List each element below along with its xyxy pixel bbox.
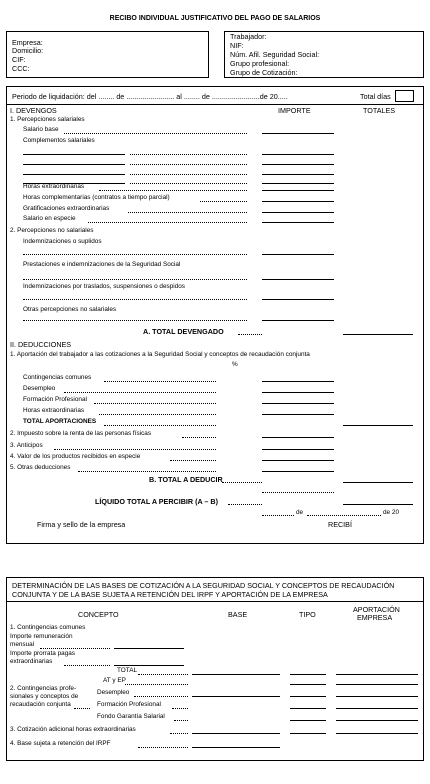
horas-extra-label: Horas extraordinarias: [23, 183, 85, 190]
devengos-heading: I. DEVENGOS: [10, 106, 57, 115]
importe-remuneracion-2: mensual: [10, 641, 35, 648]
anticipos-label: 3. Anticipos: [10, 442, 43, 449]
deducciones-heading: II. DEDUCCIONES: [10, 340, 72, 349]
col-tipo: TIPO: [299, 610, 316, 619]
otras-percepciones-label: Otras percepciones no salariales: [23, 306, 117, 313]
bases-heading-1: DETERMINACIÓN DE LAS BASES DE COTIZACIÓN A LA SEGURIDAD SOCIAL Y CONCEPTOS DE RECAUDACIÓN: [12, 581, 395, 590]
traslados-label: Indemnizaciones por traslados, suspensiones o despidos: [23, 283, 185, 290]
col-aportacion-1: APORTACIÓN: [353, 605, 400, 614]
productos-especie-label: 4. Valor de los productos recibidos en especie: [10, 453, 141, 460]
fecha-de2: de 20: [383, 509, 399, 516]
col-aportacion-2: EMPRESA: [357, 613, 393, 622]
grupo-cotizacion-label: Grupo de Cotización:: [230, 68, 298, 77]
formacion-label: Formación Profesional: [23, 396, 87, 403]
total-deducir-label: B. TOTAL A DEDUCIR: [149, 475, 223, 484]
empresa-label: Empresa:: [12, 38, 43, 47]
liquido-total-label: LÍQUIDO TOTAL A PERCIBIR (A – B): [95, 497, 218, 506]
afiliacion-label: Núm. Afil. Seguridad Social:: [230, 50, 320, 59]
aportacion-trabajador: 1. Aportación del trabajador a las cotizaciones a la Seguridad Social y conceptos de recaudación conjunta: [10, 351, 310, 358]
total-dias-field[interactable]: [395, 90, 414, 102]
desempleo-label: Desempleo: [23, 385, 56, 392]
otras-deducciones-label: 5. Otras deducciones: [10, 464, 71, 471]
percepciones-no-salariales: 2. Percepciones no salariales: [10, 227, 94, 234]
recibi-label: RECIBÍ: [328, 520, 352, 529]
cont-profesionales-1: 2. Contingencias profe-: [10, 685, 77, 692]
cotizacion-horas-label: 3. Cotización adicional horas extraordinarias: [10, 726, 136, 733]
importe-header: IMPORTE: [278, 106, 311, 115]
grupo-profesional-label: Grupo profesional:: [230, 59, 290, 68]
indemnizaciones-label: Indemnizaciones o suplidos: [23, 238, 102, 245]
document-title: RECIBO INDIVIDUAL JUSTIFICATIVO DEL PAGO DE SALARIOS: [109, 15, 321, 22]
base-irpf-label: 4. Base sujeta a retención del IRPF: [10, 740, 111, 747]
prorrata-1: Importe prorrata pagas: [10, 650, 76, 657]
bases-desempleo-label: Desempleo: [97, 689, 130, 696]
domicilio-label: Domicilio:: [12, 46, 44, 55]
total-dias-label: Total días: [360, 92, 391, 101]
cont-profesionales-3: recaudación conjunta: [10, 701, 71, 708]
contingencias-label: Contingencias comunes: [23, 374, 92, 381]
trabajador-label: Trabajador:: [230, 32, 267, 41]
bases-total-label: TOTAL: [117, 667, 138, 674]
periodo-row: Periodo de liquidación: del ........ de ........................ al ........ de ........................de 20.....: [12, 92, 288, 101]
total-devengado-label: A. TOTAL DEVENGADO: [143, 327, 224, 336]
complementos-label: Complementos salariales: [23, 137, 95, 144]
gratificaciones-label: Gratificaciones extraordinarias: [23, 205, 110, 212]
cont-profesionales-2: sionales y conceptos de: [10, 693, 79, 700]
irpf-label: 2. Impuesto sobre la renta de las personas físicas: [10, 430, 152, 437]
salario-base-label: Salario base: [23, 126, 59, 133]
ccc-label: CCC:: [12, 64, 30, 73]
importe-remuneracion-1: Importe remuneración: [10, 633, 73, 640]
fogasa-label: Fondo Garantía Salarial: [97, 713, 165, 720]
fecha-de1: de: [296, 509, 304, 516]
nif-label: NIF:: [230, 41, 244, 50]
totales-header: TOTALES: [363, 106, 396, 115]
prestaciones-label: Prestaciones e indemnizaciones de la Seguridad Social: [23, 261, 181, 268]
horas-extra-ded-label: Horas extraordinarias: [23, 407, 85, 414]
col-base: BASE: [228, 610, 248, 619]
percent-header: %: [232, 361, 238, 368]
salario-especie-label: Salario en especie: [23, 215, 76, 222]
cif-label: CIF:: [12, 55, 26, 64]
bases-heading-2: CONJUNTA Y DE LA BASE SUJETA A RETENCIÓN DEL IRPF Y APORTACIÓN DE LA EMPRESA: [12, 590, 328, 599]
bases-formacion-label: Formación Profesional: [97, 701, 161, 708]
col-concepto: CONCEPTO: [78, 610, 119, 619]
prorrata-2: extraordinarias: [10, 658, 53, 665]
percepciones-salariales: 1. Percepciones salariales: [10, 116, 85, 123]
total-aportaciones-label: TOTAL APORTACIONES: [23, 418, 97, 425]
bases-contingencias: 1. Contingencias comunes: [10, 624, 86, 631]
at-ep-label: AT y EP: [103, 677, 126, 684]
horas-complementarias-label: Horas complementarias (contratos a tiempo parcial): [23, 194, 170, 201]
firma-empresa-label: Firma y sello de la empresa: [37, 520, 126, 529]
